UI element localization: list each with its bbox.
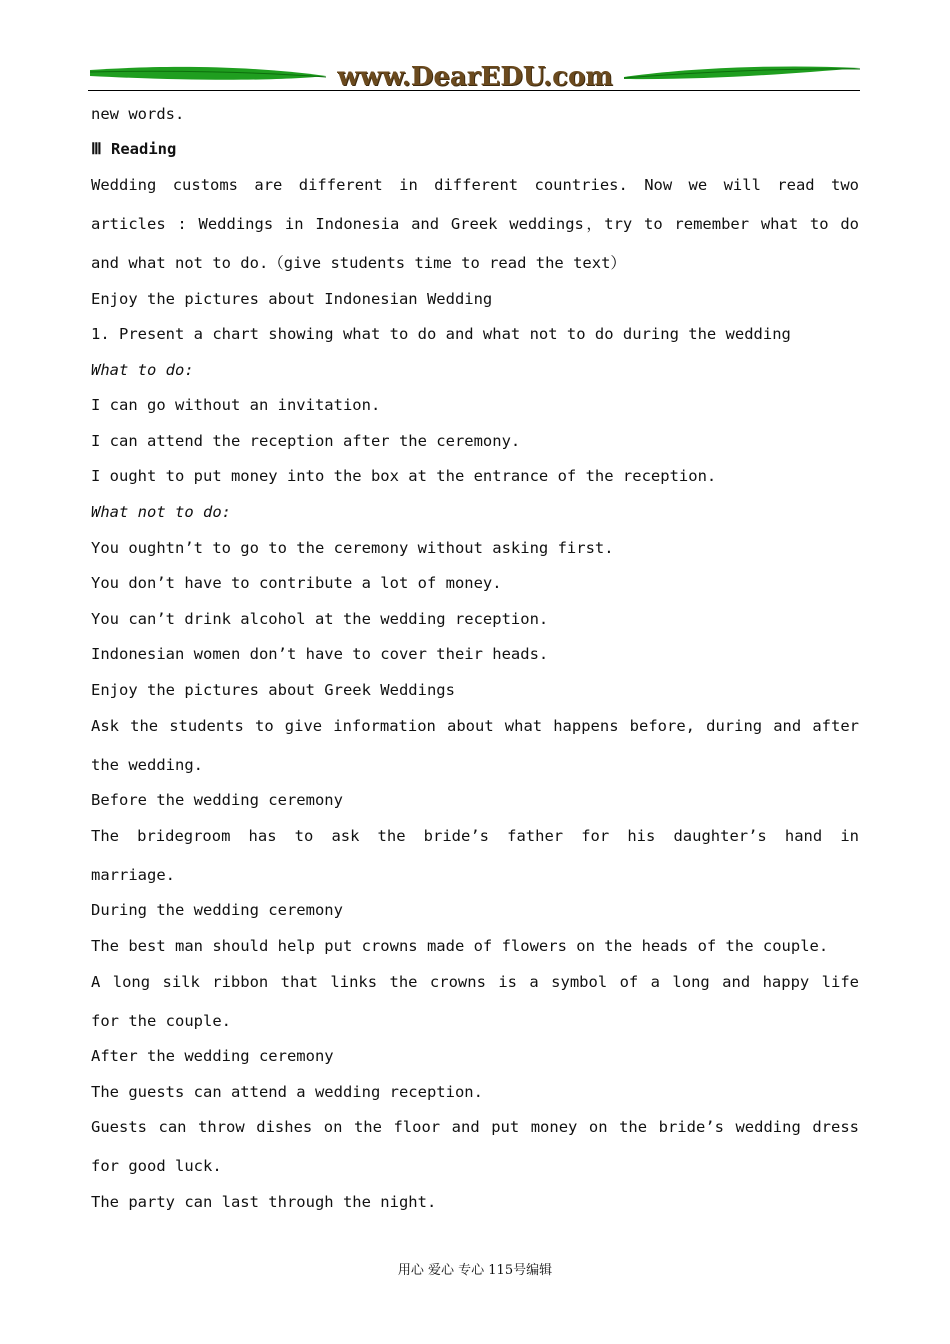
text-line: I ought to put money into the box at the entrance of the reception. <box>91 467 717 485</box>
text-line: During the wedding ceremony <box>91 901 343 919</box>
text-line: new words. <box>91 105 185 123</box>
text-line: for the couple. <box>91 1012 231 1030</box>
page-footer: 用心 爱心 专心 115号编辑 <box>397 1263 553 1278</box>
text-line: Guests can throw dishes on the floor and put money on the bride’s wedding dress <box>91 1118 859 1136</box>
text-line: You don’t have to contribute a lot of money. <box>91 574 502 592</box>
text-line: and what not to do.（give students time to read the text） <box>91 254 626 272</box>
subheading: What not to do: <box>91 503 231 521</box>
subheading: What to do: <box>91 361 194 379</box>
text-line: Before the wedding ceremony <box>91 791 343 809</box>
section-heading: Ⅲ Reading <box>91 140 177 158</box>
text-line: The bridegroom has to ask the bride’s father for his daughter’s hand in <box>91 827 859 845</box>
text-line: The best man should help put crowns made of flowers on the heads of the couple. <box>91 937 829 955</box>
text-line: Enjoy the pictures about Indonesian Wedding <box>91 290 493 308</box>
text-line: articles : Weddings in Indonesia and Greek weddings，try to remember what to do <box>91 215 859 233</box>
text-line: Ask the students to give information about what happens before, during and after <box>91 717 859 735</box>
text-line: Enjoy the pictures about Greek Weddings <box>91 681 455 699</box>
text-line: 1. Present a chart showing what to do and what not to do during the wedding <box>91 325 791 343</box>
site-logo: www.DearEDU.com <box>337 62 613 92</box>
text-line: The guests can attend a wedding reception. <box>91 1083 483 1101</box>
text-line: Indonesian women don’t have to cover their heads. <box>91 645 549 663</box>
text-line: the wedding. <box>91 756 203 774</box>
text-line: A long silk ribbon that links the crowns is a symbol of a long and happy life <box>91 973 859 991</box>
text-line: The party can last through the night. <box>91 1193 437 1211</box>
text-line: for good luck. <box>91 1157 222 1175</box>
text-line: I can attend the reception after the ceremony. <box>91 432 521 450</box>
text-line: I can go without an invitation. <box>91 396 381 414</box>
text-line: Wedding customs are different in different countries. Now we will read two <box>91 176 859 194</box>
text-line: You oughtn’t to go to the ceremony without asking first. <box>91 539 614 557</box>
header-rule <box>88 90 860 91</box>
text-line: marriage. <box>91 866 175 884</box>
text-line: You can’t drink alcohol at the wedding reception. <box>91 610 549 628</box>
text-line: After the wedding ceremony <box>91 1047 334 1065</box>
